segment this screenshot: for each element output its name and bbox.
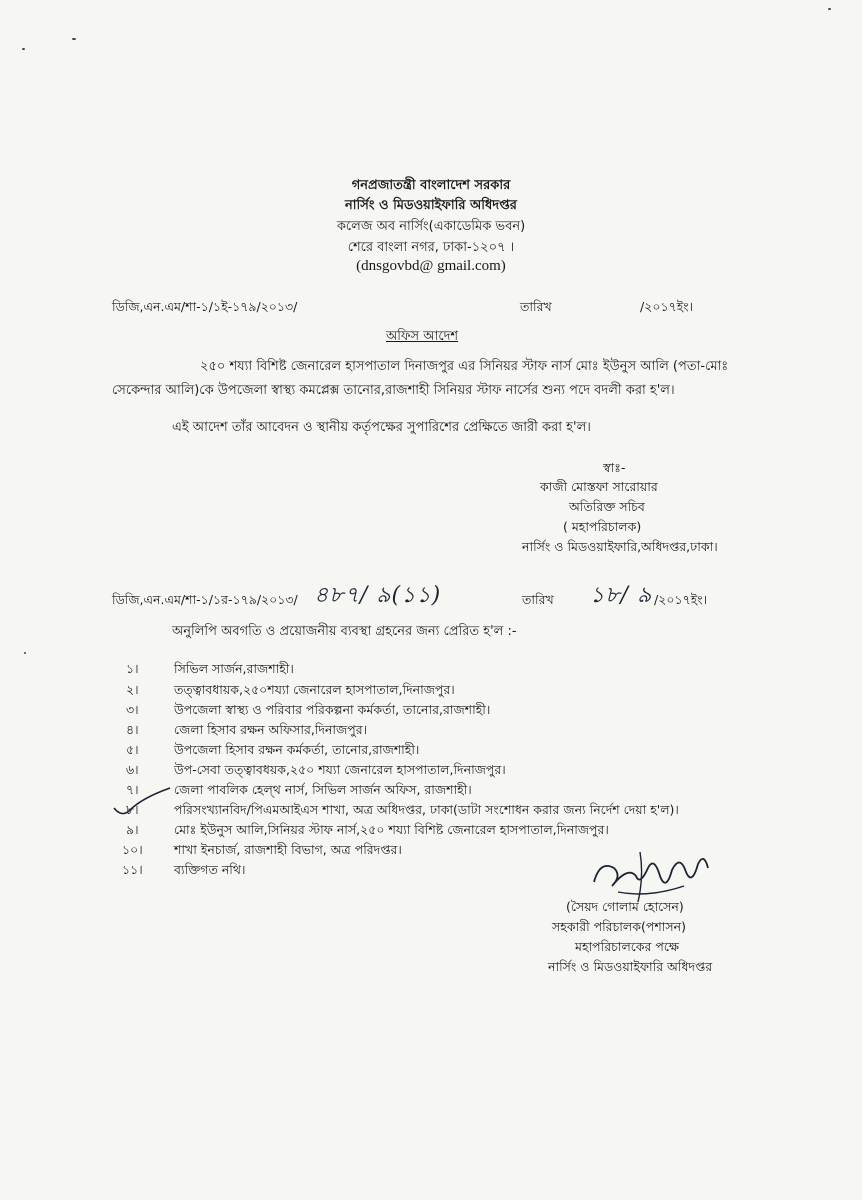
- recipient-text: সিভিল সার্জন,রাজশাহী।: [174, 661, 294, 676]
- office-building: কলেজ অব নার্সিং(একাডেমিক ভবন): [336, 219, 526, 234]
- recipient-number: ৯।: [126, 822, 139, 837]
- handwritten-signature: [588, 846, 714, 906]
- recipient-number: ১১।: [122, 862, 143, 877]
- recipient-text: তত্ত্বাবধায়ক,২৫০শয্যা জেনারেল হাসপাতাল,দিনাজপুর।: [174, 682, 455, 697]
- office-email: (dnsgovbd@ gmail.com): [356, 258, 506, 274]
- handwritten-tick-mark: [112, 784, 174, 824]
- signatory-title: অতিরিক্ত সচিব: [569, 499, 645, 514]
- recipient-number: ৩।: [126, 702, 139, 717]
- signatory-role: ( মহাপরিচালক): [563, 519, 642, 534]
- memo-date-value: /২০১৭ইং।: [640, 299, 694, 314]
- signatory2-office: নার্সিং ও মিডওয়াইফারি অধিদপ্তর: [548, 959, 713, 974]
- order-paragraph-line2: সেকেন্দার আলি)কে উপজেলা স্বাস্থ্য কমপ্লেক্স তানোর,রাজশাহী সিনিয়র স্টাফ নার্সের শুন্য পদে বদলী করা হ'ল।: [112, 383, 675, 398]
- recipient-text: উপ-সেবা তত্ত্বাবধয়ক,২৫০ শয্যা জেনারেল হাসপাতাল,দিনাজপুর।: [174, 762, 506, 777]
- memo2-reference: ডিজি,এন.এম/শা-১/১র-১৭৯/২০১৩/: [112, 592, 298, 607]
- office-order-title: অফিস আদেশ: [386, 329, 459, 344]
- signatory-name: কাজী মোস্তফা সারোয়ার: [540, 479, 658, 494]
- recipient-number: ৬।: [126, 762, 139, 777]
- recipient-number: ১০।: [122, 842, 143, 857]
- office-address: শেরে বাংলা নগর, ঢাকা-১২০৭ ।: [347, 240, 515, 255]
- recipient-text: উপজেলা স্বাস্থ্য ও পরিবার পরিকল্পনা কর্মকর্তা, তানোর,রাজশাহী।: [174, 702, 491, 717]
- recipient-text: শাখা ইনচার্জ, রাজশাহী বিভাগ, অত্র পরিদপ্তর।: [174, 842, 402, 857]
- copy-note: অনুলিপি অবগতি ও প্রয়োজনীয় ব্যবস্থা গ্রহনের জন্য প্রেরিত হ'ল :-: [172, 624, 517, 639]
- recipient-number: ৮।: [126, 802, 139, 817]
- recipient-text: জেলা পাবলিক হেল্থ নার্স, সিভিল সার্জন অফিস, রাজশাহী।: [174, 782, 472, 797]
- order-paragraph-2: এই আদেশ তাঁর আবেদন ও স্থানীয় কর্তৃপক্ষের সুপারিশের প্রেক্ষিতে জারী করা হ'ল।: [172, 420, 591, 435]
- handwritten-memo-number: ৪৮৭/ ৯(১১): [314, 583, 442, 608]
- signatory2-title: সহকারী পরিচালক(পশাসন): [552, 919, 686, 934]
- recipient-number: ২।: [126, 682, 139, 697]
- scan-speck: [22, 48, 25, 50]
- scan-speck: [24, 652, 26, 654]
- directorate-title: নার্সিং ও মিডওয়াইফারি অধিদপ্তর: [345, 198, 517, 213]
- signatory-office: নার্সিং ও মিডওয়াইফারি,অধিদপ্তর,ঢাকা।: [522, 539, 718, 554]
- recipient-number: ৪।: [126, 722, 139, 737]
- scan-speck: [828, 8, 831, 10]
- order-paragraph-line1: ২৫০ শয্যা বিশিষ্ট জেনারেল হাসপাতাল দিনাজপুর এর সিনিয়র স্টাফ নার্স মোঃ ইউনুস আলি (পতা-মোঃ: [200, 359, 729, 374]
- recipient-text: পরিসংখ্যানবিদ/পিএমআইএস শাখা, অত্র অধিদপ্তর, ঢাকা(ডাটা সংশোধন করার জন্য নির্দেশ দেয়া হ'ল)।: [174, 802, 679, 817]
- recipient-text: মোঃ ইউনুস আলি,সিনিয়র স্টাফ নার্স,২৫০ শয্যা বিশিষ্ট জেনারেল হাসপাতাল,দিনাজপুর।: [174, 822, 609, 837]
- recipient-number: ১।: [126, 661, 139, 676]
- recipient-number: ৫।: [126, 742, 139, 757]
- recipient-number: ৭।: [126, 782, 139, 797]
- scan-speck: [72, 38, 76, 40]
- memo-date-label: তারিখ: [520, 299, 552, 314]
- govt-title: গনপ্রজাতন্ত্রী বাংলাদেশ সরকার: [351, 178, 511, 193]
- signatory2-name: (সৈয়দ গোলাম হোসেন): [566, 899, 684, 914]
- recipient-text: জেলা হিসাব রক্ষন অফিসার,দিনাজপুর।: [174, 722, 368, 737]
- recipient-text: উপজেলা হিসাব রক্ষন কর্মকর্তা, তানোর,রাজশাহী।: [174, 742, 420, 757]
- memo2-date-suffix: /২০১৭ইং।: [654, 592, 708, 607]
- memo2-date-label: তারিখ: [522, 592, 554, 607]
- signatory2-on-behalf: মহাপরিচালকের পক্ষে: [575, 939, 680, 954]
- signature-marker: স্বাঃ-: [603, 460, 626, 475]
- handwritten-date: ১৮/ ৯: [590, 583, 653, 608]
- memo-reference: ডিজি,এন.এম/শা-১/১ই-১৭৯/২০১৩/: [112, 299, 298, 314]
- recipient-text: ব্যক্তিগত নথি।: [174, 862, 246, 877]
